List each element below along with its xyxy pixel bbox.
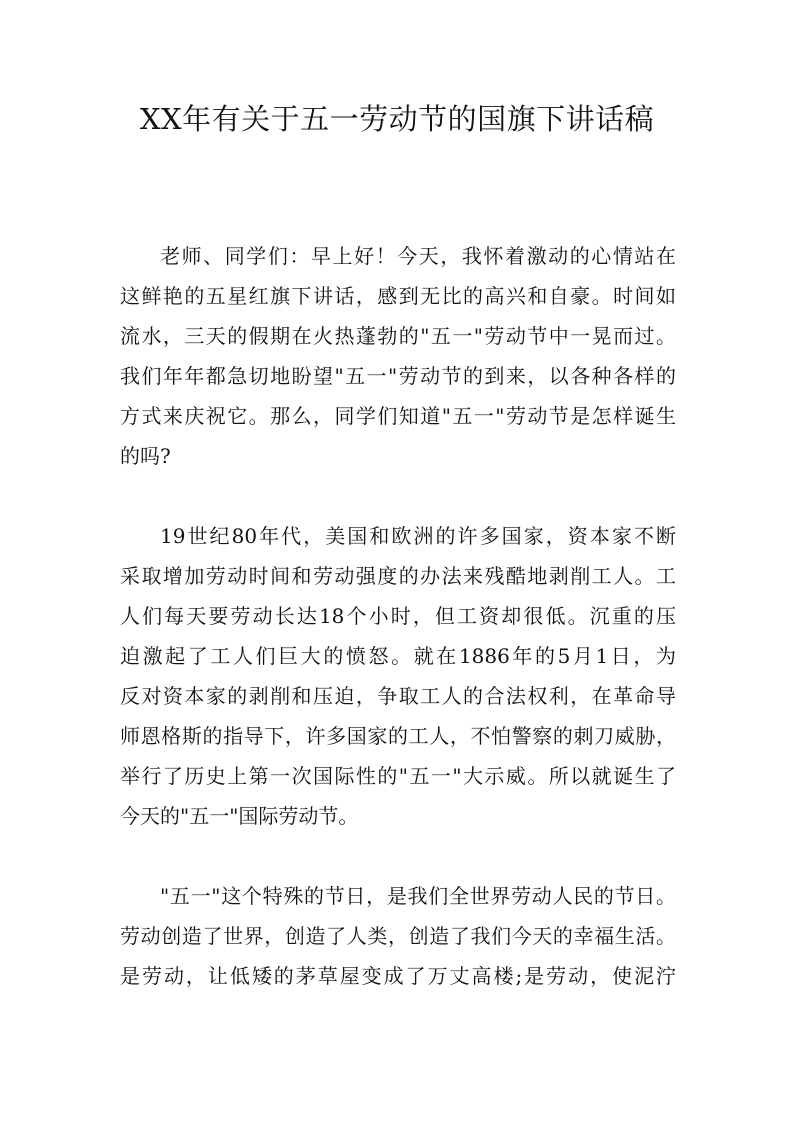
text-line: 反对资本家的剥削和压迫，争取工人的合法权利，在革命导 xyxy=(120,684,676,708)
document-body xyxy=(120,236,676,1036)
text-line: "五一"这个特殊的节日，是我们全世界劳动人民的节日。 xyxy=(160,884,676,908)
text-line: 迫激起了工人们巨大的愤怒。就在1886年的5月1日，为 xyxy=(120,644,676,668)
text-line: 这鲜艳的五星红旗下讲话，感到无比的高兴和自豪。时间如 xyxy=(120,284,676,308)
text-line: 流水，三天的假期在火热蓬勃的"五一"劳动节中一晃而过。 xyxy=(120,324,676,348)
text-line: 今天的"五一"国际劳动节。 xyxy=(120,804,359,828)
paragraph-2 xyxy=(120,516,676,836)
paragraph-1 xyxy=(120,236,676,476)
text-line: 人们每天要劳动长达18个小时，但工资却很低。沉重的压 xyxy=(120,604,676,628)
text-line: 师恩格斯的指导下，许多国家的工人，不怕警察的刺刀威胁， xyxy=(120,724,676,748)
text-line: 19世纪80年代，美国和欧洲的许多国家，资本家不断 xyxy=(160,524,676,548)
text-line: 是劳动，让低矮的茅草屋变成了万丈高楼;是劳动，使泥泞 xyxy=(120,964,676,988)
text-line: 方式来庆祝它。那么，同学们知道"五一"劳动节是怎样诞生 xyxy=(120,404,676,428)
text-line: 举行了历史上第一次国际性的"五一"大示威。所以就诞生了 xyxy=(120,764,676,788)
text-line: 我们年年都急切地盼望"五一"劳动节的到来，以各种各样的 xyxy=(120,364,676,388)
text-line: 劳动创造了世界，创造了人类，创造了我们今天的幸福生活。 xyxy=(120,924,676,948)
text-line: 老师、同学们：早上好！今天，我怀着激动的心情站在 xyxy=(160,244,676,268)
document-title: XX年有关于五一劳动节的国旗下讲话稿 xyxy=(139,102,655,136)
paragraph-3 xyxy=(120,876,676,996)
text-line: 的吗? xyxy=(120,444,171,468)
text-line: 采取增加劳动时间和劳动强度的办法来残酷地剥削工人。工 xyxy=(120,564,676,588)
